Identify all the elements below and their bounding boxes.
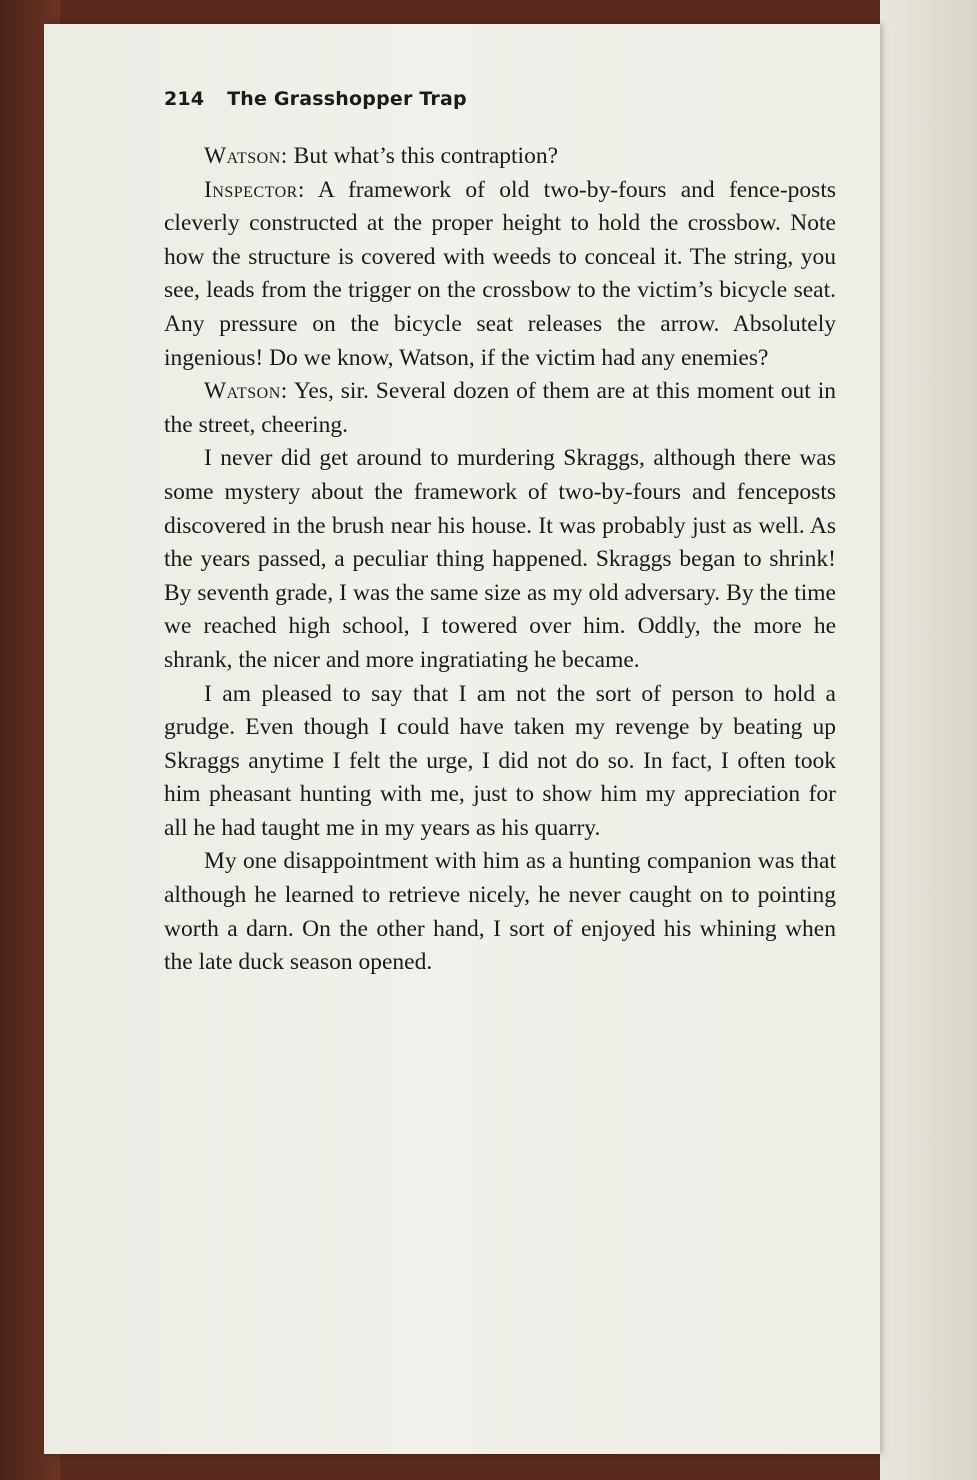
speaker-label: Inspector: <box>204 176 305 203</box>
next-page-edge <box>880 0 977 1480</box>
speaker-label: Watson: <box>204 378 288 405</box>
paragraph: Watson: But what’s this contraption? <box>204 143 558 169</box>
paragraph: My one disappointment with him as a hunting companion was that although he learned to retrieve nicely, he never caught on to pointing worth a darn. On the other hand, I sort of enjoyed his whining when the late duck season opened. <box>164 848 836 976</box>
running-head <box>164 88 467 110</box>
paragraph: Watson: Yes, sir. Several dozen of them are at this moment out in the street, cheering. <box>164 378 836 438</box>
paragraph: I am pleased to say that I am not the sort of person to hold a grudge. Even though I could have taken my revenge by beating up Skraggs anytime I felt the urge, I did not do so. In fact, I often took him pheasant hunting with me, just to show him my appreciation for all he had taught me in my years as his quarry. <box>164 680 836 841</box>
book-page <box>44 24 880 1454</box>
show-through <box>194 1104 874 1244</box>
book-title: The Grasshopper Trap <box>227 88 467 110</box>
paragraph: I never did get around to murdering Skraggs, although there was some mystery about the framework of two-by-fours and fenceposts discovered in the brush near his house. It was probably just as well. As the years passed, a peculiar thing happened. Skraggs began to shrink! By seventh grade, I was the same size as my old adversary. By the time we reached high school, I towered over him. Oddly, the more he shrank, the nicer and more ingratiating he became. <box>164 445 836 673</box>
page-number: 214 <box>164 88 205 110</box>
body-text <box>164 140 836 980</box>
speaker-label: Watson: <box>204 143 288 169</box>
paragraph: Inspector: A framework of old two-by-fours and fence-posts cleverly constructed at the proper height to hold the crossbow. Note how the structure is covered with weeds to conceal it. The string, you see, leads from the trigger on the crossbow to the victim’s bicycle seat. Any pressure on the bicycle seat releases the arrow. Absolutely ingenious! Do we know, Watson, if the victim had any enemies? <box>164 176 836 371</box>
